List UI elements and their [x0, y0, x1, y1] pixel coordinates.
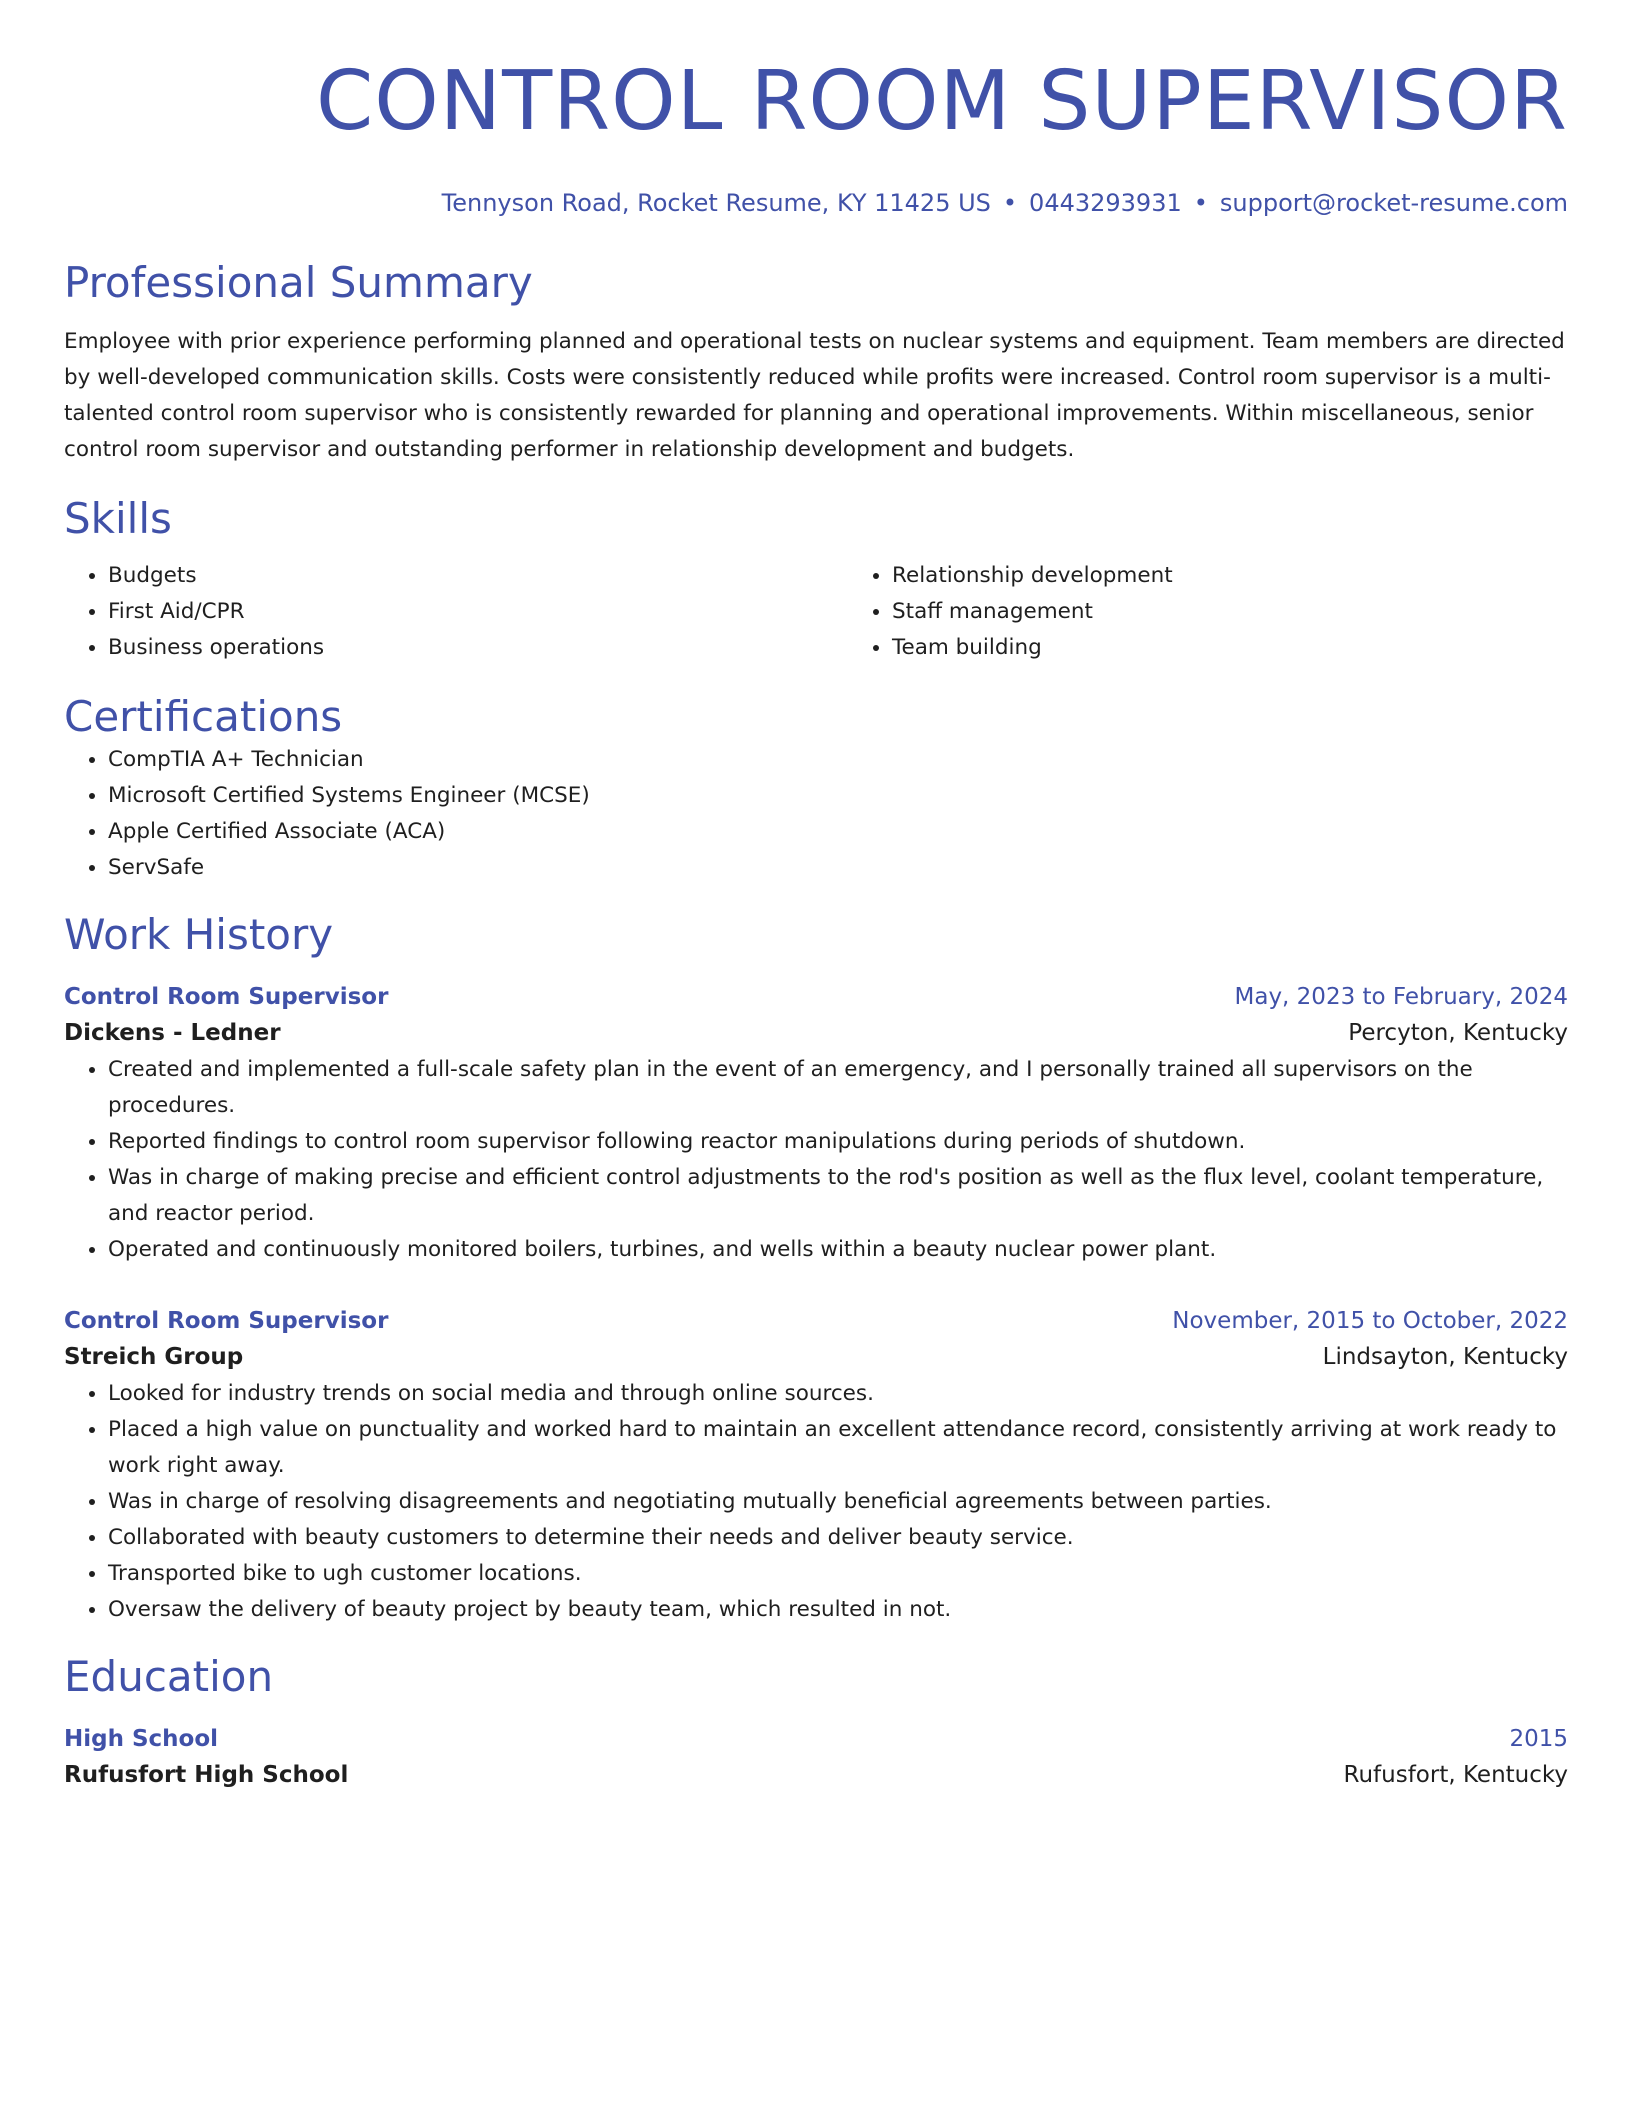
job-entry [64, 980, 1568, 1268]
job-bullet: • Created and implemented a full-scale safety plan in the event of an emergency, and I personally trained all supervisors on the procedures. [108, 1052, 1568, 1124]
job-bullet: • Was in charge of making precise and efficient control adjustments to the rod's position as well as the flux level, coolant temperature, and reactor period. [108, 1160, 1568, 1232]
skill-item: • Team building [892, 630, 1173, 666]
job-bullet: • Operated and continuously monitored boilers, turbines, and wells within a beauty nuclear power plant. [108, 1232, 1568, 1268]
section-title-summary: Professional Summary [64, 258, 533, 307]
section-title-work-history: Work History [64, 910, 334, 959]
job-bullet: • Was in charge of resolving disagreements and negotiating mutually beneficial agreements between parties. [108, 1484, 1568, 1520]
contact-email: support@rocket-resume.com [1219, 189, 1568, 217]
job-company-row [64, 1014, 1568, 1052]
education-year: 2015 [1509, 1726, 1568, 1752]
section-title-skills: Skills [64, 494, 172, 543]
job-entry [64, 1304, 1568, 1628]
skill-item: • Relationship development [892, 558, 1173, 594]
job-bullet: • Placed a high value on punctuality and worked hard to maintain an excellent attendance record, consistently arriving at work ready to work right away. [108, 1412, 1568, 1484]
skills-list-left [64, 558, 848, 666]
job-company: Streich Group [64, 1344, 244, 1370]
job-bullets [64, 1052, 1568, 1268]
job-header-row [64, 980, 1568, 1014]
education-school-row [64, 1756, 1568, 1794]
education-location: Rufusfort, Kentucky [1343, 1762, 1568, 1788]
job-bullet: • Oversaw the delivery of beauty project by beauty team, which resulted in not. [108, 1592, 1568, 1628]
summary-text: Employee with prior experience performing planned and operational tests on nuclear systems and equipment. Team members are directed by well-developed communication skills. Costs were consistently reduced while profits were increased. Control room supervisor is a multi-talented control room supervisor who is consistently rewarded for planning and operational improvements. Within miscellaneous, senior control room supervisor and outstanding performer in relationship development and budgets. [64, 329, 1565, 462]
contact-separator: • [1002, 189, 1018, 217]
job-title: Control Room Supervisor [64, 984, 389, 1010]
contact-line [64, 188, 1568, 218]
education-entry [64, 1722, 1568, 1794]
contact-address: Tennyson Road, Rocket Resume, KY 11425 US [441, 189, 991, 217]
job-bullets [64, 1376, 1568, 1628]
certification-item: • ServSafe [108, 850, 1568, 886]
job-dates: May, 2023 to February, 2024 [1234, 984, 1568, 1010]
job-bullet: • Collaborated with beauty customers to determine their needs and deliver beauty service. [108, 1520, 1568, 1556]
skill-item: • Staff management [892, 594, 1173, 630]
contact-phone: 0443293931 [1029, 189, 1182, 217]
certification-item: • Apple Certified Associate (ACA) [108, 814, 1568, 850]
contact-separator: • [1193, 189, 1208, 217]
job-company-row [64, 1338, 1568, 1376]
job-dates: November, 2015 to October, 2022 [1172, 1308, 1568, 1334]
job-header-row [64, 1304, 1568, 1338]
certifications-list [64, 742, 1568, 886]
skill-item: • First Aid/CPR [108, 594, 848, 630]
skills-grid [64, 558, 1568, 666]
skills-list-right [848, 558, 1173, 666]
skill-item: • Business operations [108, 630, 848, 666]
education-header-row [64, 1722, 1568, 1756]
skill-item: • Budgets [108, 558, 848, 594]
job-bullet: • Reported findings to control room supervisor following reactor manipulations during periods of shutdown. [108, 1124, 1568, 1160]
certification-item: • CompTIA A+ Technician [108, 742, 1568, 778]
job-bullet: • Transported bike to ugh customer locations. [108, 1556, 1568, 1592]
job-bullet: • Looked for industry trends on social media and through online sources. [108, 1376, 1568, 1412]
section-title-education: Education [64, 1652, 274, 1701]
certification-item: • Microsoft Certified Systems Engineer (MCSE) [108, 778, 1568, 814]
education-degree: High School [64, 1726, 219, 1752]
job-title: Control Room Supervisor [64, 1308, 389, 1334]
job-location: Lindsayton, Kentucky [1322, 1344, 1568, 1370]
candidate-title: CONTROL ROOM SUPERVISOR [315, 54, 1568, 149]
education-school: Rufusfort High School [64, 1762, 349, 1788]
job-company: Dickens - Ledner [64, 1020, 281, 1046]
section-title-certifications: Certifications [64, 692, 343, 741]
resume-header [64, 54, 1568, 218]
job-location: Percyton, Kentucky [1348, 1020, 1568, 1046]
